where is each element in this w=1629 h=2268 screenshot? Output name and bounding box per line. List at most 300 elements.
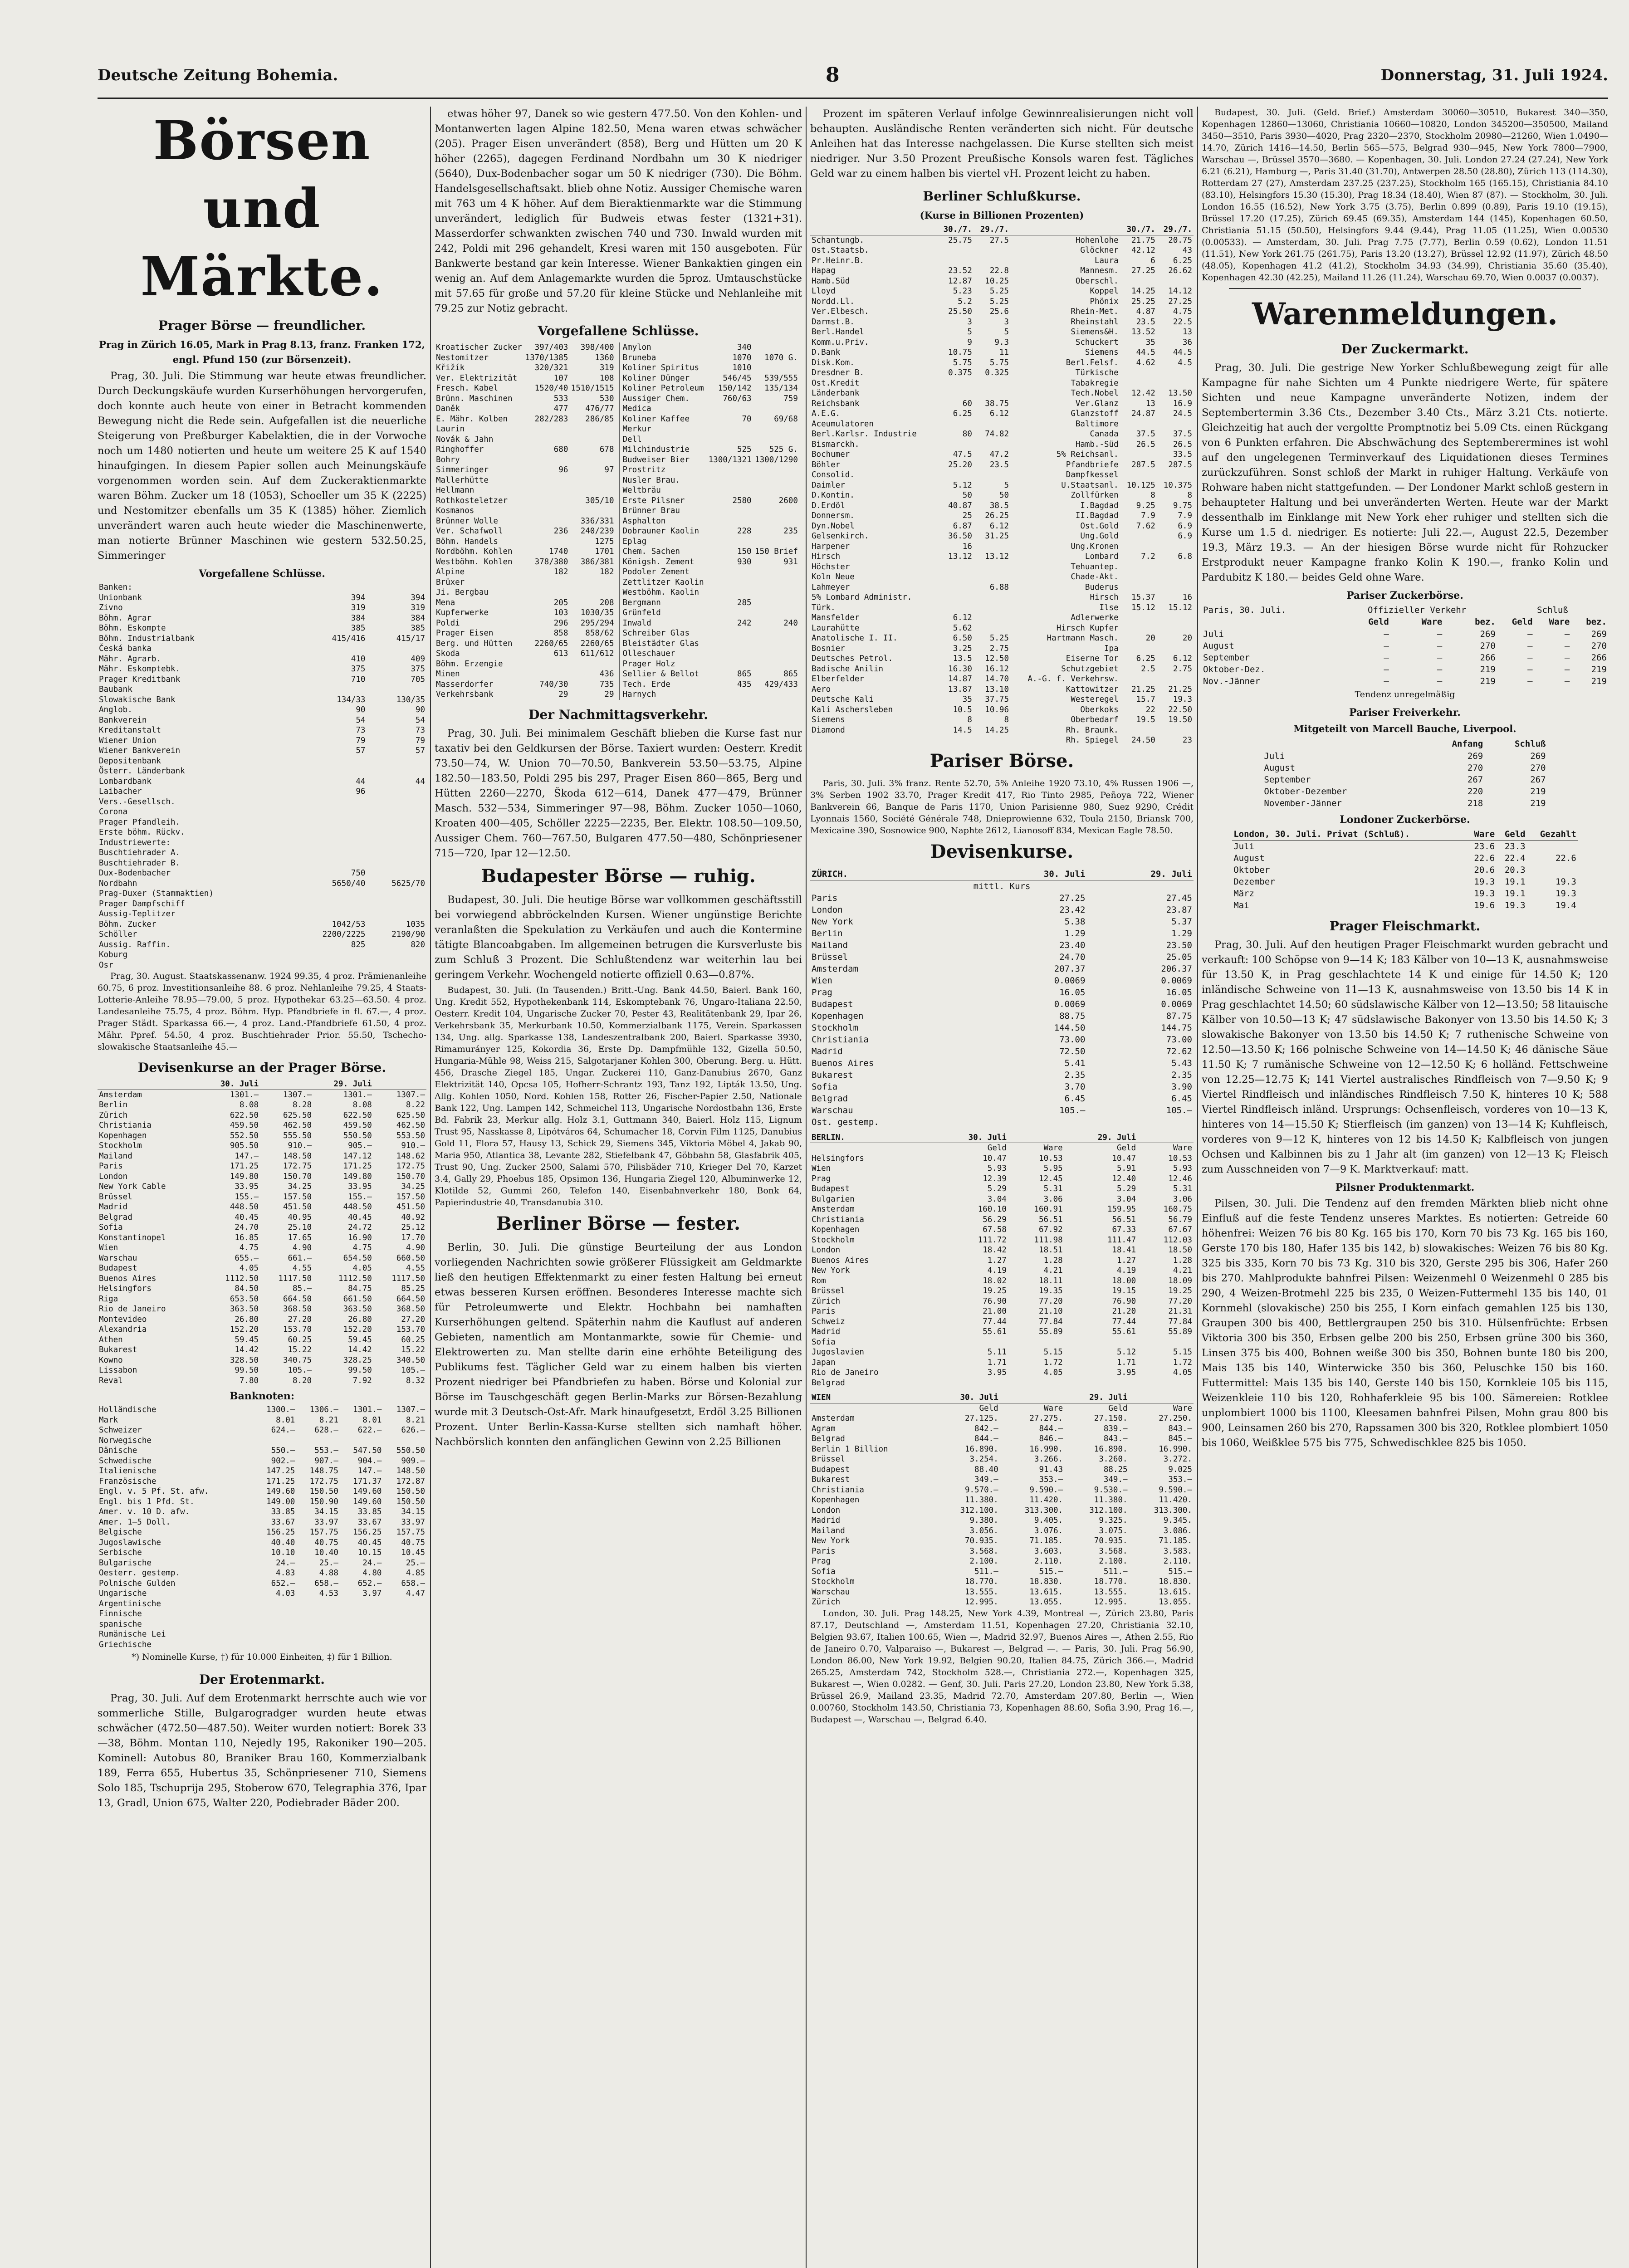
column-1 [98, 107, 426, 2268]
row-value: 27.125. [964, 1414, 998, 1423]
row-value: 24.— [276, 1558, 295, 1568]
table-row [98, 623, 426, 634]
row-label: Montevideo [99, 1315, 147, 1324]
row-value: 12.995. [1094, 1598, 1128, 1607]
row-value: 23.3 [1504, 841, 1526, 851]
zuckermarkt-heading: Der Zuckermarkt. [1341, 342, 1469, 357]
row-value: 459.50 [343, 1121, 372, 1130]
row-label: Madrid [812, 1327, 841, 1336]
row-value [1008, 1378, 1064, 1388]
row-value: Ost.Gold [1080, 521, 1119, 531]
table-row [810, 1317, 1194, 1327]
row-value: 448.50 [230, 1202, 259, 1212]
row-value: 865 [783, 670, 798, 679]
table-row [810, 654, 1194, 664]
row-value: 23.5 [989, 460, 1009, 469]
row-value: 157.50 [396, 1192, 425, 1202]
table-row [810, 1368, 1194, 1378]
row-value: 515.— [1168, 1567, 1192, 1576]
header-cell [98, 1079, 200, 1090]
row-value: 910.— [288, 1141, 312, 1150]
row-label: Wien [812, 1164, 831, 1173]
row-value: 843.— [1168, 1424, 1192, 1433]
header-cell: Ware [1534, 616, 1571, 628]
table-row [810, 674, 1194, 684]
row-value [291, 644, 367, 654]
row-value: 171.25 [266, 1476, 295, 1486]
row-value: 36 [1182, 337, 1192, 347]
row-value: 111.98 [1034, 1235, 1063, 1245]
row-value: 1360 [595, 353, 614, 362]
row-value: Glöckner [1080, 246, 1119, 255]
table-row [98, 1100, 426, 1110]
row-value [291, 817, 367, 828]
row-value: 654.50 [343, 1253, 372, 1263]
row-value: 157.75 [309, 1528, 338, 1537]
row-value [367, 797, 426, 807]
row-value [973, 735, 1010, 746]
row-label: Amsterdam [812, 1414, 855, 1423]
table-row [810, 904, 1194, 916]
row-label: Minen [436, 670, 460, 679]
table-row [435, 598, 616, 608]
row-value: Hirsch [1090, 593, 1119, 602]
row-value [980, 1116, 1087, 1128]
table-row [98, 1640, 426, 1650]
row-value: 368.50 [283, 1305, 312, 1314]
table-row [810, 1454, 1194, 1465]
row-value: 26.80 [235, 1315, 259, 1324]
row-value [753, 475, 799, 486]
row-value: 511.— [1103, 1567, 1128, 1576]
row-value: 1117.50 [278, 1274, 312, 1283]
row-label: Polnische Gulden [99, 1579, 176, 1588]
row-label: Ungarische [99, 1589, 147, 1598]
row-value: 155.— [348, 1192, 372, 1202]
row-value: 150.50 [309, 1487, 338, 1496]
row-value: 14.42 [348, 1345, 372, 1354]
schluesse-2-left [435, 342, 616, 700]
row-label: Bochumer [812, 450, 850, 459]
row-value: 398/400 [580, 343, 614, 352]
row-value: 843.— [1103, 1434, 1128, 1443]
row-value: 1300/1290 [755, 455, 798, 464]
table-row [810, 1174, 1194, 1184]
pariser-zuckerboerse-heading: Pariser Zuckerbörse. [1346, 590, 1463, 601]
row-value: 340 [737, 343, 752, 352]
header-cell: WIEN [810, 1393, 935, 1403]
table-row [810, 266, 1194, 276]
row-value: 3.97 [362, 1589, 382, 1598]
header-cell: ZÜRICH. [810, 868, 980, 880]
row-value: 8 [1004, 715, 1009, 724]
table-row [435, 485, 616, 496]
row-value [1157, 378, 1194, 389]
row-value: 451.50 [283, 1202, 312, 1212]
table-row [810, 1010, 1194, 1022]
budapester-boerse-text: Budapest, 30. Juli. Die heutige Börse war vollkommen geschäftsstill bei vorwiegend abbröckelnden Kursen. Wiener ungünstige Berichte veranlaßten die Spekulation zu Verkäufen und auch die Kontermine tätigte Blancoabgaben. Im allgemeinen betrugen die Kursverluste bis zum Schluß 3 Prozent. Die Schlußtendenz war weiterhin lau bei geringem Verkehr. Wochengeld notierte offiziell 0.63—0.87%. [435, 894, 802, 981]
row-label: Kowno [99, 1355, 123, 1365]
row-value: 8.01 [276, 1415, 295, 1425]
row-label: Jugoslavien [812, 1348, 864, 1357]
row-label: August [1233, 853, 1265, 863]
table-row [98, 1538, 426, 1548]
row-value: 25.6 [989, 307, 1009, 316]
row-value: 40.45 [235, 1212, 259, 1222]
row-label: Paris [812, 893, 838, 903]
row-value: 57 [415, 746, 425, 755]
row-value: 54 [415, 715, 425, 725]
row-label: Eplag [622, 537, 647, 546]
row-label: Griechische [99, 1640, 152, 1649]
header-cell: Geld [979, 1403, 998, 1413]
table-row [98, 1172, 426, 1182]
row-label: Grünfeld [622, 608, 661, 617]
row-value: 5.41 [1064, 1058, 1086, 1068]
row-value: 10.47 [983, 1154, 1007, 1163]
row-label: Schöller [99, 930, 137, 939]
row-value: 10.53 [1168, 1154, 1192, 1163]
table-row [810, 916, 1194, 928]
row-label: Prager Holz [622, 659, 675, 669]
table-row [1232, 888, 1578, 899]
row-label: Stockholm [812, 1235, 855, 1245]
row-label: Amsterdam [812, 963, 858, 974]
row-value: 4.87 [1136, 307, 1155, 316]
row-value: 8.08 [239, 1100, 259, 1110]
prag-boerse-heading: Prager Börse — freundlicher. [158, 318, 366, 333]
table-row [810, 1163, 1194, 1174]
row-value: 550.— [271, 1446, 295, 1455]
row-label: Belgrad [812, 1378, 845, 1388]
row-value: 77.20 [1039, 1296, 1063, 1306]
row-value [706, 506, 753, 516]
row-value: 26.62 [1168, 266, 1192, 275]
row-label: Koln Neue [812, 572, 855, 582]
row-value: — [1437, 665, 1443, 675]
row-value: 107 [553, 373, 568, 383]
row-value: 5.25 [989, 297, 1009, 306]
row-label: Mai [1233, 900, 1249, 910]
table-row [98, 664, 426, 675]
row-value: 38.75 [985, 399, 1009, 408]
table-row [621, 414, 802, 425]
row-label: Juli [1264, 751, 1285, 761]
row-label: Bergmann [622, 598, 661, 607]
row-value [706, 608, 753, 618]
row-label: Laibacher [99, 787, 142, 796]
row-value: — [1564, 665, 1570, 675]
row-value: 85.25 [401, 1284, 425, 1293]
row-value [291, 807, 367, 817]
row-value: 8 [1187, 491, 1192, 500]
table-row [435, 435, 616, 445]
table-row [98, 1233, 426, 1243]
column-4 [1202, 107, 1608, 2268]
row-value [253, 1609, 297, 1619]
row-value [523, 424, 569, 435]
row-value [937, 572, 973, 582]
row-value: 1301.— [343, 1090, 372, 1100]
row-label: Medica [622, 404, 651, 413]
row-value: 219 [1530, 798, 1546, 808]
row-value [937, 582, 973, 593]
row-value [973, 440, 1010, 450]
table-row [1262, 786, 1547, 797]
row-label: Finnische [99, 1609, 142, 1618]
row-value: 552.50 [230, 1131, 259, 1140]
row-value: 3.70 [1064, 1081, 1086, 1092]
row-value [973, 562, 1010, 572]
row-label: Verkehrsbank [436, 690, 494, 699]
row-value: 84.75 [348, 1284, 372, 1293]
table-row [98, 1182, 426, 1192]
row-value: 33.67 [271, 1517, 295, 1527]
row-label: Christiania [99, 1121, 152, 1130]
pariser-zucker-rows [1202, 628, 1608, 688]
row-value [523, 435, 569, 445]
row-value: 11 [999, 348, 1009, 357]
zurich-rows [810, 892, 1194, 1128]
header-cell [1010, 225, 1120, 235]
row-value: 9.3 [994, 337, 1009, 347]
row-value: 219 [1480, 676, 1496, 686]
devisenkurse-heading: Devisenkurse. [930, 841, 1074, 862]
row-label: Rio de Janeiro [812, 1368, 879, 1377]
row-label: Nordböhm. Kohlen [436, 547, 513, 556]
row-value: 25.12 [401, 1223, 425, 1232]
row-value: 539/555 [764, 373, 798, 383]
row-label: Schreiber Glas [622, 629, 690, 638]
table-row [810, 1505, 1194, 1516]
row-value: 13.87 [948, 684, 972, 694]
table-row [98, 889, 426, 899]
table-row [1232, 852, 1578, 864]
row-value [753, 659, 799, 670]
row-label: Elberfelder [812, 675, 864, 684]
table-row [98, 1253, 426, 1264]
column-rule-3 [1197, 107, 1198, 2268]
table-row [810, 1204, 1194, 1215]
row-value: 157.75 [396, 1528, 425, 1537]
row-value: 296 [553, 618, 568, 628]
row-label: Türk. [812, 603, 836, 612]
table-row [810, 725, 1194, 736]
row-value: Türkische [1075, 368, 1119, 377]
row-value: 14.12 [1168, 287, 1192, 296]
row-value [367, 868, 426, 879]
row-value: 172.75 [396, 1162, 425, 1171]
row-value: 50 [962, 491, 972, 500]
row-value [753, 516, 799, 527]
row-value [569, 587, 615, 598]
table-row [810, 388, 1194, 399]
row-value: 6.25 [953, 409, 972, 418]
table-row [810, 582, 1194, 593]
nachmittagsverkehr-text: Prag, 30. Juli. Bei minimalem Geschäft blieben die Kurse fast nur taxativ bei den Geldkursen der Börse. Taxiert wurden: Oesterr. Kredit 73.50—74, W. Union 70—70.50, Bankverein 53.50—53.75, Alpine 182.50—183.50, Poldi 295 bis 297, Prager Eisen 860—865, Berg und Hütten 2260—2270, Škoda 612—614, Danek 477—479, Brünner Masch. 532—534, Simmeringer 97—98, Böhm. Zucker 1050—1060, Kroaten 400—405, Schöller 2225—2235, Ber. Elektr. 108.50—109.50, Aussiger Chem. 760—767.50, Bulgaren 477.50—480, Schönpriesener 715—720, Ipar 12—12.50. [435, 727, 802, 859]
row-value: 655.— [235, 1253, 259, 1263]
table-row [435, 587, 616, 598]
row-label: Aceumulatoren [812, 419, 874, 429]
zurich-table [810, 868, 1194, 1128]
berliner-boerse-text: Berlin, 30. Juli. Die günstige Beurteilung der aus London vorliegenden Nachrichten sowie größerer Flüssigkeit am Geldmarkte ließ den heutigen Effektenmarkt zu einer festen Haltung bei erneut etwas besseren Kursen eröffnen. Besonderes Interesse machte sich für Petroleumwerte und Elektr. Hochbahn bei namhaften Kurserhöhungen geltend. Späterhin nahm die Kauflust auf anderen Gebieten, namentlich am Montanmarkte, sowie für Chemie- und Elektrowerten zu. Man stellte darin eine erhöhte Beteiligung des Publikums fest. Täglicher Geld war zu einem halben bis vierten Prozent niedriger bei Pfandbriefen zu haben. Börse und Kolonial zur Börse im Tauschgeschäft gegen Berlin-Marks zur Börsen-Bezahlung wurde mit 3 Deutsch-Ost-Afr. Mark hinaufgesetzt, Erdöl 3.25 Billionen Prozent. Unter Berlin-Kassa-Kurse stellten sich namhaft höher. Nachbörslich konnten den anfänglichen Gewinn von 2.25 Billionen [435, 1241, 802, 1448]
row-value [523, 485, 569, 496]
row-value: 6.25 [1136, 654, 1155, 663]
row-value: 5650/40 [332, 879, 366, 888]
row-value: 16.990. [1159, 1444, 1192, 1454]
row-value: 2200/2225 [322, 930, 366, 939]
row-value: — [1564, 629, 1570, 639]
row-value: 12.45 [1039, 1174, 1063, 1183]
row-value: 172.75 [283, 1162, 312, 1171]
row-value: 149.60 [266, 1487, 295, 1496]
row-value: 7.92 [352, 1376, 372, 1385]
row-value [753, 649, 799, 659]
table-row [810, 337, 1194, 348]
row-value: 3.254. [969, 1455, 998, 1464]
row-value: 5.2 [958, 297, 972, 306]
row-value [937, 562, 973, 572]
table-row [98, 1579, 426, 1589]
row-label: Bukarest [812, 1070, 853, 1080]
row-value: 1010 [732, 363, 752, 372]
row-value: 1.28 [1043, 1256, 1063, 1265]
row-label: Badische Anilin [812, 664, 884, 674]
row-value: 5.29 [987, 1184, 1007, 1193]
table-row [435, 373, 616, 384]
zuckermarkt-text: Prag, 30. Juli. Die gestrige New Yorker Schlußbewegung zeigt für alle Kampagne für nahe Sichten um 4 Punkte niedrigere Werte, für spätere Sichten und neue Kampagne unveränderte Notizen, indem der Septembertermin 3.36 Cts., Dezember 3.40 Cts., März 3.21 Cts. notierte. Gleichzeitig hat auch der vergoltte Promptnotiz bei 5.09 Cts. einen Rückgang von 6 Punkten erfahren. Die Abschwächung des Septemberermines ist wohl auf den ungelegenen Terminverkauf des Liquidationen dieses Termines zurückzuführen. Sonst schloß der Markt in ruhiger Haltung. Verkäufe von Rohware haben nicht stattgefunden. — Der Londoner Markt schloß gestern in behaupteter Haltung und bei unveränderten Werten. Heute war der Markt dessenthalb im Einklange mit New York eher ruhiger und stellten sich die Kurse um 1.5 d. niedriger. Es notierte: Juli 22.—, August 22.5, Dezember 19.3, März 19.3. — An der hiesigen Börse wurde nicht für Rohzucker Erstprodukt neuer Kampagne franko Kolin K 190.—, franko Kolin und Pardubitz K 180.— beides Geld ohne Ware. [1202, 362, 1608, 583]
row-label: Bleistädter Glas [622, 639, 700, 648]
table-row [810, 715, 1194, 725]
row-value [935, 1337, 1008, 1348]
row-value: 60 [962, 399, 972, 408]
row-value: 96 [356, 787, 366, 796]
row-value: Mannesm. [1080, 266, 1119, 275]
row-value: 394 [411, 593, 425, 602]
row-value: 6.88 [989, 582, 1009, 592]
row-value: 386/381 [580, 557, 614, 567]
header-date: Donnerstag, 31. Juli 1924. [1380, 66, 1608, 84]
row-label: Böhm. Zucker [99, 919, 157, 929]
row-value [1157, 368, 1194, 378]
row-value: 5.62 [953, 623, 972, 633]
row-value: 16 [962, 542, 972, 551]
row-value [1527, 841, 1578, 853]
table-row [810, 1536, 1194, 1546]
table-row [98, 960, 426, 971]
row-label: Chem. Sachen [622, 547, 680, 556]
table-row [810, 1424, 1194, 1434]
row-value: 77.44 [1112, 1317, 1136, 1326]
table-row [435, 516, 616, 527]
row-label: Prostritz [622, 465, 666, 474]
header-cell: 29. Juli [1064, 1393, 1129, 1403]
row-value: 33.95 [348, 1182, 372, 1191]
row-value: 87.75 [1166, 1011, 1192, 1021]
row-value [706, 516, 753, 527]
row-value: 2580 [732, 496, 752, 505]
row-label: Dell [622, 435, 642, 444]
row-value: 664.50 [396, 1294, 425, 1304]
row-label: Asphalton [622, 516, 666, 526]
pariser-freiverkehr-heading: Pariser Freiverkehr. [1349, 707, 1461, 719]
row-value: 144.75 [1161, 1022, 1192, 1033]
row-value: 546/45 [723, 373, 752, 383]
header-cell: Schluß [1484, 738, 1547, 750]
table-row [98, 1345, 426, 1355]
row-value: Adlerwerke [1071, 613, 1119, 622]
row-value: 825 [351, 940, 366, 949]
row-value: 3 [967, 317, 972, 327]
row-value [973, 623, 1010, 634]
row-value [367, 848, 426, 858]
table-row [98, 582, 426, 593]
row-value: 6 [1150, 256, 1155, 265]
header-cell: Ware [1043, 1403, 1063, 1413]
row-label: August [1203, 641, 1234, 651]
table-row [435, 577, 616, 588]
row-label: Buschtiehrader A. [99, 848, 181, 857]
row-value: 21.25 [1168, 684, 1192, 694]
row-label: Berl.Karlsr. Industrie [812, 430, 917, 439]
table-row [435, 465, 616, 475]
row-value: 88.25 [1103, 1465, 1128, 1474]
pariser-boerse-heading: Pariser Börse. [929, 750, 1074, 772]
row-value: 219 [1591, 665, 1607, 675]
row-value [973, 613, 1010, 623]
row-value [937, 256, 973, 266]
row-value: 12.50 [985, 654, 1009, 663]
row-value [253, 1599, 297, 1609]
row-label: 5% Lombard Administr. [812, 593, 912, 602]
row-label: Westböhm. Kaolin [622, 588, 700, 597]
row-value [1157, 276, 1194, 287]
row-value [340, 1640, 383, 1650]
row-value [753, 608, 799, 618]
table-row [98, 777, 426, 787]
row-value: 269 [1591, 629, 1607, 639]
row-value [973, 603, 1010, 613]
row-value [973, 592, 1010, 603]
row-value: 9 [967, 337, 972, 347]
row-value [291, 684, 367, 695]
row-value: 661.50 [343, 1294, 372, 1304]
row-value: 10.10 [271, 1548, 295, 1557]
row-value: 287.5 [1131, 460, 1155, 469]
row-value: 27.20 [288, 1315, 312, 1324]
row-value [367, 807, 426, 817]
row-value: 111.47 [1107, 1235, 1136, 1245]
row-label: Länderbank [812, 389, 860, 398]
table-row [98, 1436, 426, 1446]
row-value [1157, 582, 1194, 593]
row-value: 90 [415, 705, 425, 714]
row-value [1120, 582, 1157, 593]
row-value: 16.05 [1059, 987, 1086, 997]
row-label: Weltbräu [622, 486, 661, 495]
row-value: 16.990. [1029, 1444, 1063, 1454]
row-value: Zollfürken [1071, 491, 1119, 500]
header-page-number: 8 [826, 64, 840, 87]
row-value: 90 [356, 705, 366, 714]
row-value [367, 838, 426, 848]
row-value: 476/77 [585, 404, 614, 413]
row-label: Holländische [99, 1405, 157, 1414]
row-value: 40.75 [314, 1538, 338, 1547]
row-value: 12.46 [1168, 1174, 1192, 1183]
row-value: 622.50 [343, 1110, 372, 1120]
row-value: Laura [1094, 256, 1119, 265]
